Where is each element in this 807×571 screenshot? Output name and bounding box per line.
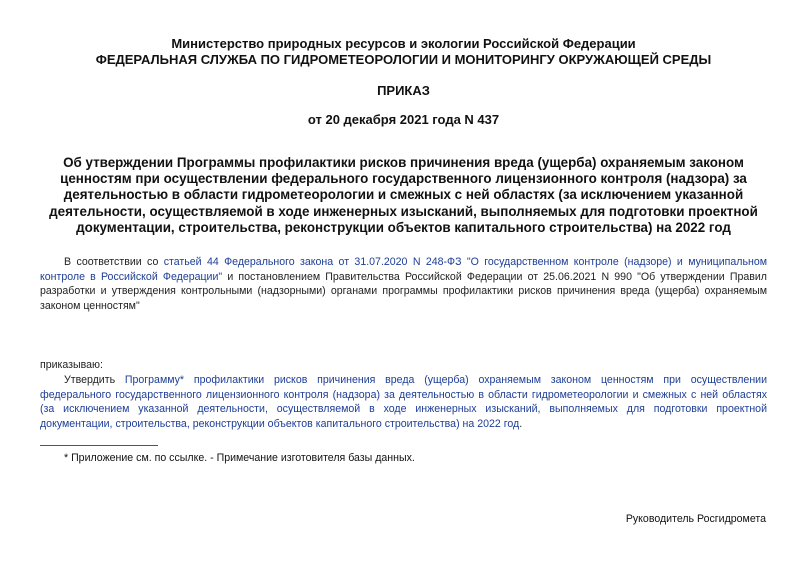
signature: Руководитель Росгидромета xyxy=(625,513,766,525)
approve-line xyxy=(40,373,767,388)
law-248-fz-link[interactable]: статьей 44 Федерального закона от 31.07.2020 N 248-ФЗ "О государственном контроле (надзоре) и муниципальном xyxy=(163,256,767,268)
approve-period: . xyxy=(519,417,523,430)
document-title xyxy=(40,155,767,236)
preamble-lead: В соответствии со xyxy=(64,256,164,268)
footnote-divider xyxy=(40,445,158,446)
preamble-line: законом ценностям" xyxy=(40,299,140,312)
title-line: Об утверждении Программы профилактики рисков причинения вреда (ущерба) охраняемым законом xyxy=(63,155,744,170)
document-type: ПРИКАЗ xyxy=(377,83,430,98)
program-link[interactable]: федерального государственного лицензионного контроля (надзора) за деятельностью в области гидрометеорологии и смежных с ней областях xyxy=(40,388,767,401)
preamble-text: и постановлением Правительства Российской Федерации от 25.06.2021 N 990 "Об утверждении Правил xyxy=(222,270,767,283)
title-line: деятельностью в области гидрометеорологии и смежных с ней областях (за исключением указанной xyxy=(63,187,744,203)
title-line: деятельности, осуществляемой в ходе инженерных изысканий, выполняемых для подготовки проектной xyxy=(49,203,758,219)
approve-line xyxy=(40,417,767,432)
footnote: * Приложение см. по ссылке. - Примечание изготовителя базы данных. xyxy=(64,452,415,464)
program-link[interactable]: документации, строительства, реконструкции объектов капитального строительства) на 2022 год xyxy=(40,417,520,430)
title-line: документации, строительства, реконструкции объектов капитального строительства) на 2022 год xyxy=(76,219,731,235)
preamble-line: разработки и утверждения контрольными (надзорными) органами программы профилактики рисков причинения вреда (ущерба) охраняемым xyxy=(40,285,767,298)
document-date-number: от 20 декабря 2021 года N 437 xyxy=(307,112,500,127)
ministry-name: Министерство природных ресурсов и экологии Российской Федерации xyxy=(171,36,636,51)
approve-lead: Утвердить xyxy=(64,374,125,386)
preamble-paragraph xyxy=(40,255,767,313)
title-line: ценностям при осуществлении федерального государственного лицензионного контроля (надзора) за xyxy=(60,171,747,187)
service-name: ФЕДЕРАЛЬНАЯ СЛУЖБА ПО ГИДРОМЕТЕОРОЛОГИИ И МОНИТОРИНГУ ОКРУЖАЮЩЕЙ СРЕДЫ xyxy=(95,52,712,67)
preamble-line xyxy=(40,255,767,270)
preamble-line xyxy=(40,270,767,285)
order-word: приказываю: xyxy=(40,359,103,371)
approve-paragraph xyxy=(40,373,767,431)
program-link[interactable]: (за исключением указанной деятельности, осуществляемой в ходе инженерных изысканий, выполняемых для подготовки проектной xyxy=(40,403,767,416)
law-248-fz-link[interactable]: контроле в Российской Федерации" xyxy=(40,270,223,283)
program-link[interactable]: Программу* профилактики рисков причинения вреда (ущерба) охраняемым законом ценностям при осуществлении xyxy=(124,374,767,386)
